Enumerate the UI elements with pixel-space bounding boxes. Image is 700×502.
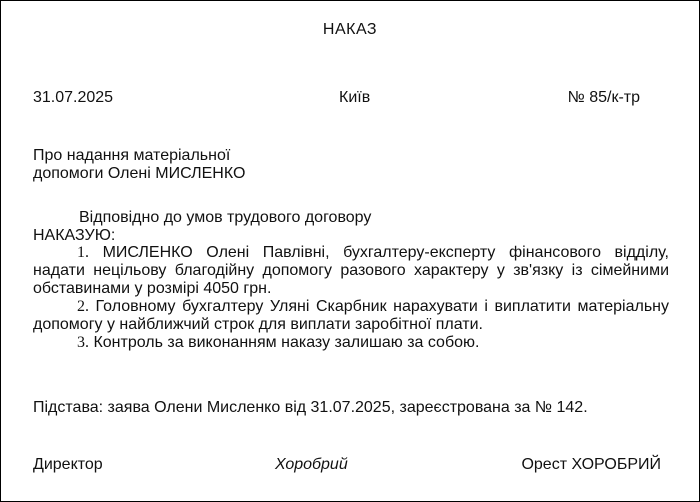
order-subject	[33, 147, 245, 183]
item-text: Головному бухгалтеру Уляні Скарбник нарахувати і виплатити матеріальну допомогу у найближчий строк для виплати заробітної плати.	[33, 298, 669, 333]
handwritten-signature: Хоробрий	[275, 456, 348, 473]
order-city: Київ	[339, 89, 371, 106]
subject-line: Про надання матеріальної	[33, 147, 231, 164]
order-date: 31.07.2025	[33, 89, 114, 106]
document-title: НАКАЗ	[322, 21, 378, 38]
order-word: НАКАЗУЮ:	[33, 227, 116, 244]
order-items	[33, 244, 669, 352]
order-preamble: Відповідно до умов трудового договору	[79, 209, 372, 226]
item-text: Контроль за виконанням наказу залишаю за собою.	[89, 334, 480, 351]
order-item	[33, 244, 669, 298]
order-item	[33, 298, 669, 334]
item-number: 1.	[77, 244, 89, 261]
subject-line: допомоги Олені МИСЛЕНКО	[33, 165, 246, 182]
order-number: № 85/к-тр	[567, 89, 640, 106]
order-item	[33, 334, 669, 352]
signatory-role: Директор	[33, 456, 103, 473]
item-number: 3.	[77, 334, 89, 351]
item-text: МИСЛЕНКО Олені Павлівні, бухгалтеру-експерту фінансового відділу, надати нецільову благодійну допомогу разового характеру у зв'язку із сімейними обставинами у розмірі 4050 грн.	[33, 244, 669, 297]
order-basis: Підстава: заява Олени Мисленко від 31.07.2025, зареєстрована за № 142.	[33, 399, 588, 416]
signatory-name: Орест ХОРОБРИЙ	[521, 456, 661, 473]
item-number: 2.	[77, 298, 89, 315]
